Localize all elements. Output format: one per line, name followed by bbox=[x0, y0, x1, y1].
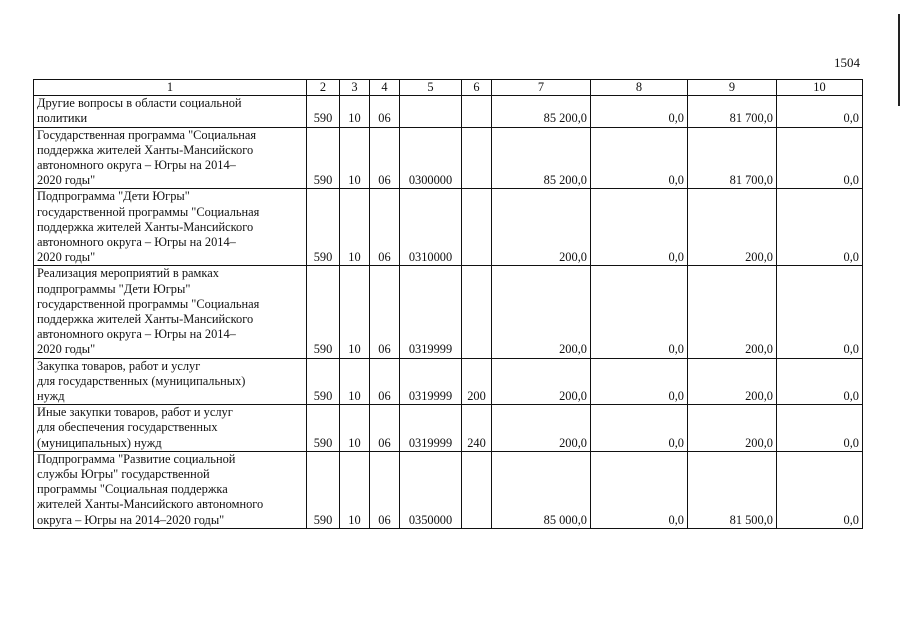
table-row bbox=[34, 189, 863, 266]
row-section: 10 bbox=[340, 451, 370, 528]
row-target-article: 0310000 bbox=[400, 189, 462, 266]
row-admin-code: 590 bbox=[307, 127, 340, 189]
row-amount-7: 85 000,0 bbox=[492, 451, 591, 528]
row-target-article: 0319999 bbox=[400, 266, 462, 358]
row-section: 10 bbox=[340, 96, 370, 127]
budget-table bbox=[33, 79, 863, 529]
row-amount-9: 81 700,0 bbox=[688, 96, 777, 127]
header-cell-2: 2 bbox=[307, 80, 340, 96]
row-name: Подпрограмма "Дети Югры" государственной программы "Социальная поддержка жителей Ханты-Мансийского автономного округа – Югры на 2014– 2020 годы" bbox=[34, 189, 307, 266]
row-amount-9: 200,0 bbox=[688, 405, 777, 452]
header-cell-5: 5 bbox=[400, 80, 462, 96]
header-cell-3: 3 bbox=[340, 80, 370, 96]
row-expense-type bbox=[462, 266, 492, 358]
table-row bbox=[34, 96, 863, 127]
row-amount-10: 0,0 bbox=[777, 189, 863, 266]
row-amount-8: 0,0 bbox=[591, 127, 688, 189]
row-subsection: 06 bbox=[370, 127, 400, 189]
table-row bbox=[34, 358, 863, 405]
row-amount-8: 0,0 bbox=[591, 451, 688, 528]
row-name: Закупка товаров, работ и услуг для государственных (муниципальных) нужд bbox=[34, 358, 307, 405]
row-amount-9: 81 500,0 bbox=[688, 451, 777, 528]
header-cell-10: 10 bbox=[777, 80, 863, 96]
row-section: 10 bbox=[340, 358, 370, 405]
row-amount-8: 0,0 bbox=[591, 189, 688, 266]
row-section: 10 bbox=[340, 405, 370, 452]
row-amount-7: 200,0 bbox=[492, 189, 591, 266]
page-edge-line bbox=[898, 14, 900, 106]
row-name: Иные закупки товаров, работ и услуг для обеспечения государственных (муниципальных) нужд bbox=[34, 405, 307, 452]
row-amount-10: 0,0 bbox=[777, 405, 863, 452]
row-target-article bbox=[400, 96, 462, 127]
row-expense-type bbox=[462, 127, 492, 189]
row-admin-code: 590 bbox=[307, 451, 340, 528]
row-section: 10 bbox=[340, 127, 370, 189]
row-name: Другие вопросы в области социальной политики bbox=[34, 96, 307, 127]
row-admin-code: 590 bbox=[307, 405, 340, 452]
row-amount-8: 0,0 bbox=[591, 358, 688, 405]
row-subsection: 06 bbox=[370, 96, 400, 127]
row-expense-type bbox=[462, 189, 492, 266]
row-admin-code: 590 bbox=[307, 358, 340, 405]
row-amount-10: 0,0 bbox=[777, 358, 863, 405]
row-admin-code: 590 bbox=[307, 96, 340, 127]
row-amount-8: 0,0 bbox=[591, 266, 688, 358]
row-expense-type bbox=[462, 451, 492, 528]
row-subsection: 06 bbox=[370, 358, 400, 405]
row-subsection: 06 bbox=[370, 189, 400, 266]
table-row bbox=[34, 127, 863, 189]
header-cell-7: 7 bbox=[492, 80, 591, 96]
row-amount-10: 0,0 bbox=[777, 127, 863, 189]
row-target-article: 0319999 bbox=[400, 405, 462, 452]
row-amount-9: 200,0 bbox=[688, 189, 777, 266]
header-cell-4: 4 bbox=[370, 80, 400, 96]
table-row bbox=[34, 405, 863, 452]
row-amount-8: 0,0 bbox=[591, 405, 688, 452]
row-amount-7: 85 200,0 bbox=[492, 96, 591, 127]
row-amount-7: 200,0 bbox=[492, 405, 591, 452]
row-amount-7: 85 200,0 bbox=[492, 127, 591, 189]
row-admin-code: 590 bbox=[307, 266, 340, 358]
header-cell-1: 1 bbox=[34, 80, 307, 96]
row-amount-8: 0,0 bbox=[591, 96, 688, 127]
table-row bbox=[34, 266, 863, 358]
row-expense-type: 200 bbox=[462, 358, 492, 405]
row-expense-type: 240 bbox=[462, 405, 492, 452]
page-number: 1504 bbox=[834, 55, 860, 70]
row-subsection: 06 bbox=[370, 405, 400, 452]
header-cell-8: 8 bbox=[591, 80, 688, 96]
row-target-article: 0319999 bbox=[400, 358, 462, 405]
row-amount-9: 200,0 bbox=[688, 266, 777, 358]
header-cell-6: 6 bbox=[462, 80, 492, 96]
row-name: Реализация мероприятий в рамках подпрограммы "Дети Югры" государственной программы "Социальная поддержка жителей Ханты-Мансийского автономного округа – Югры на 2014– 2020 годы" bbox=[34, 266, 307, 358]
row-amount-9: 200,0 bbox=[688, 358, 777, 405]
row-amount-7: 200,0 bbox=[492, 266, 591, 358]
table-row bbox=[34, 451, 863, 528]
row-section: 10 bbox=[340, 189, 370, 266]
row-expense-type bbox=[462, 96, 492, 127]
row-name: Государственная программа "Социальная поддержка жителей Ханты-Мансийского автономного округа – Югры на 2014– 2020 годы" bbox=[34, 127, 307, 189]
row-name: Подпрограмма "Развитие социальной службы Югры" государственной программы "Социальная поддержка жителей Ханты-Мансийского автономного округа – Югры на 2014–2020 годы" bbox=[34, 451, 307, 528]
header-row bbox=[34, 80, 863, 96]
row-amount-9: 81 700,0 bbox=[688, 127, 777, 189]
row-amount-7: 200,0 bbox=[492, 358, 591, 405]
row-amount-10: 0,0 bbox=[777, 96, 863, 127]
header-cell-9: 9 bbox=[688, 80, 777, 96]
row-subsection: 06 bbox=[370, 266, 400, 358]
row-target-article: 0350000 bbox=[400, 451, 462, 528]
row-target-article: 0300000 bbox=[400, 127, 462, 189]
row-amount-10: 0,0 bbox=[777, 266, 863, 358]
row-section: 10 bbox=[340, 266, 370, 358]
row-admin-code: 590 bbox=[307, 189, 340, 266]
row-amount-10: 0,0 bbox=[777, 451, 863, 528]
row-subsection: 06 bbox=[370, 451, 400, 528]
